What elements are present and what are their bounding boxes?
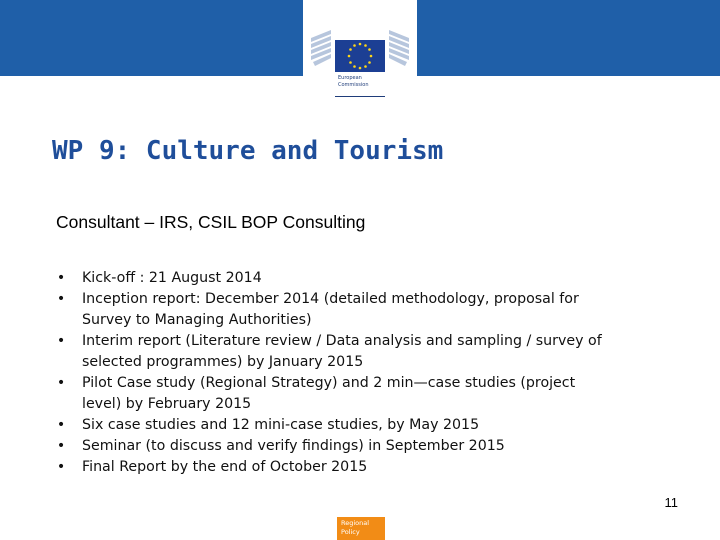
- bullet-icon: •: [56, 438, 66, 454]
- list-item-text: Seminar (to discuss and verify findings) in September 2015: [82, 438, 505, 454]
- list-item: [56, 331, 696, 373]
- list-item: [56, 436, 696, 457]
- bullet-icon: •: [56, 291, 66, 307]
- bullet-icon: •: [56, 459, 66, 475]
- logo-line-2: Commission: [338, 82, 369, 88]
- page-number: 11: [664, 495, 678, 510]
- list-item: [56, 457, 696, 478]
- bullet-icon: •: [56, 375, 66, 391]
- list-item-text: Six case studies and 12 mini-case studies, by May 2015: [82, 417, 480, 433]
- list-item-text: Inception report: December 2014 (detailed methodology, proposal for: [82, 291, 579, 307]
- list-item-text: Final Report by the end of October 2015: [82, 459, 368, 475]
- list-item-text-continued: Survey to Managing Authorities): [82, 312, 312, 328]
- slide-title: WP 9: Culture and Tourism: [52, 136, 444, 166]
- bullet-icon: •: [56, 333, 66, 349]
- bullet-icon: •: [56, 270, 66, 286]
- badge-line-1: Regional: [341, 519, 370, 527]
- list-item: [56, 268, 696, 289]
- european-commission-logo: [303, 0, 417, 100]
- list-item: [56, 415, 696, 436]
- regional-policy-badge: [337, 517, 385, 540]
- logo-line-1: European: [338, 75, 362, 81]
- list-item: [56, 289, 696, 331]
- bullet-icon: •: [56, 417, 66, 433]
- badge-line-2: Policy: [341, 528, 360, 536]
- list-item-text-continued: selected programmes) by January 2015: [82, 354, 364, 370]
- list-item-text-continued: level) by February 2015: [82, 396, 252, 412]
- slide-subtitle: Consultant – IRS, CSIL BOP Consulting: [56, 212, 366, 232]
- milestone-list: [56, 268, 696, 478]
- list-item-text: Pilot Case study (Regional Strategy) and 2 min—case studies (project: [82, 375, 576, 391]
- list-item: [56, 373, 696, 415]
- list-item-text: Kick-off : 21 August 2014: [82, 270, 262, 286]
- list-item-text: Interim report (Literature review / Data analysis and sampling / survey of: [82, 333, 602, 349]
- logo-wordmark: [338, 75, 369, 89]
